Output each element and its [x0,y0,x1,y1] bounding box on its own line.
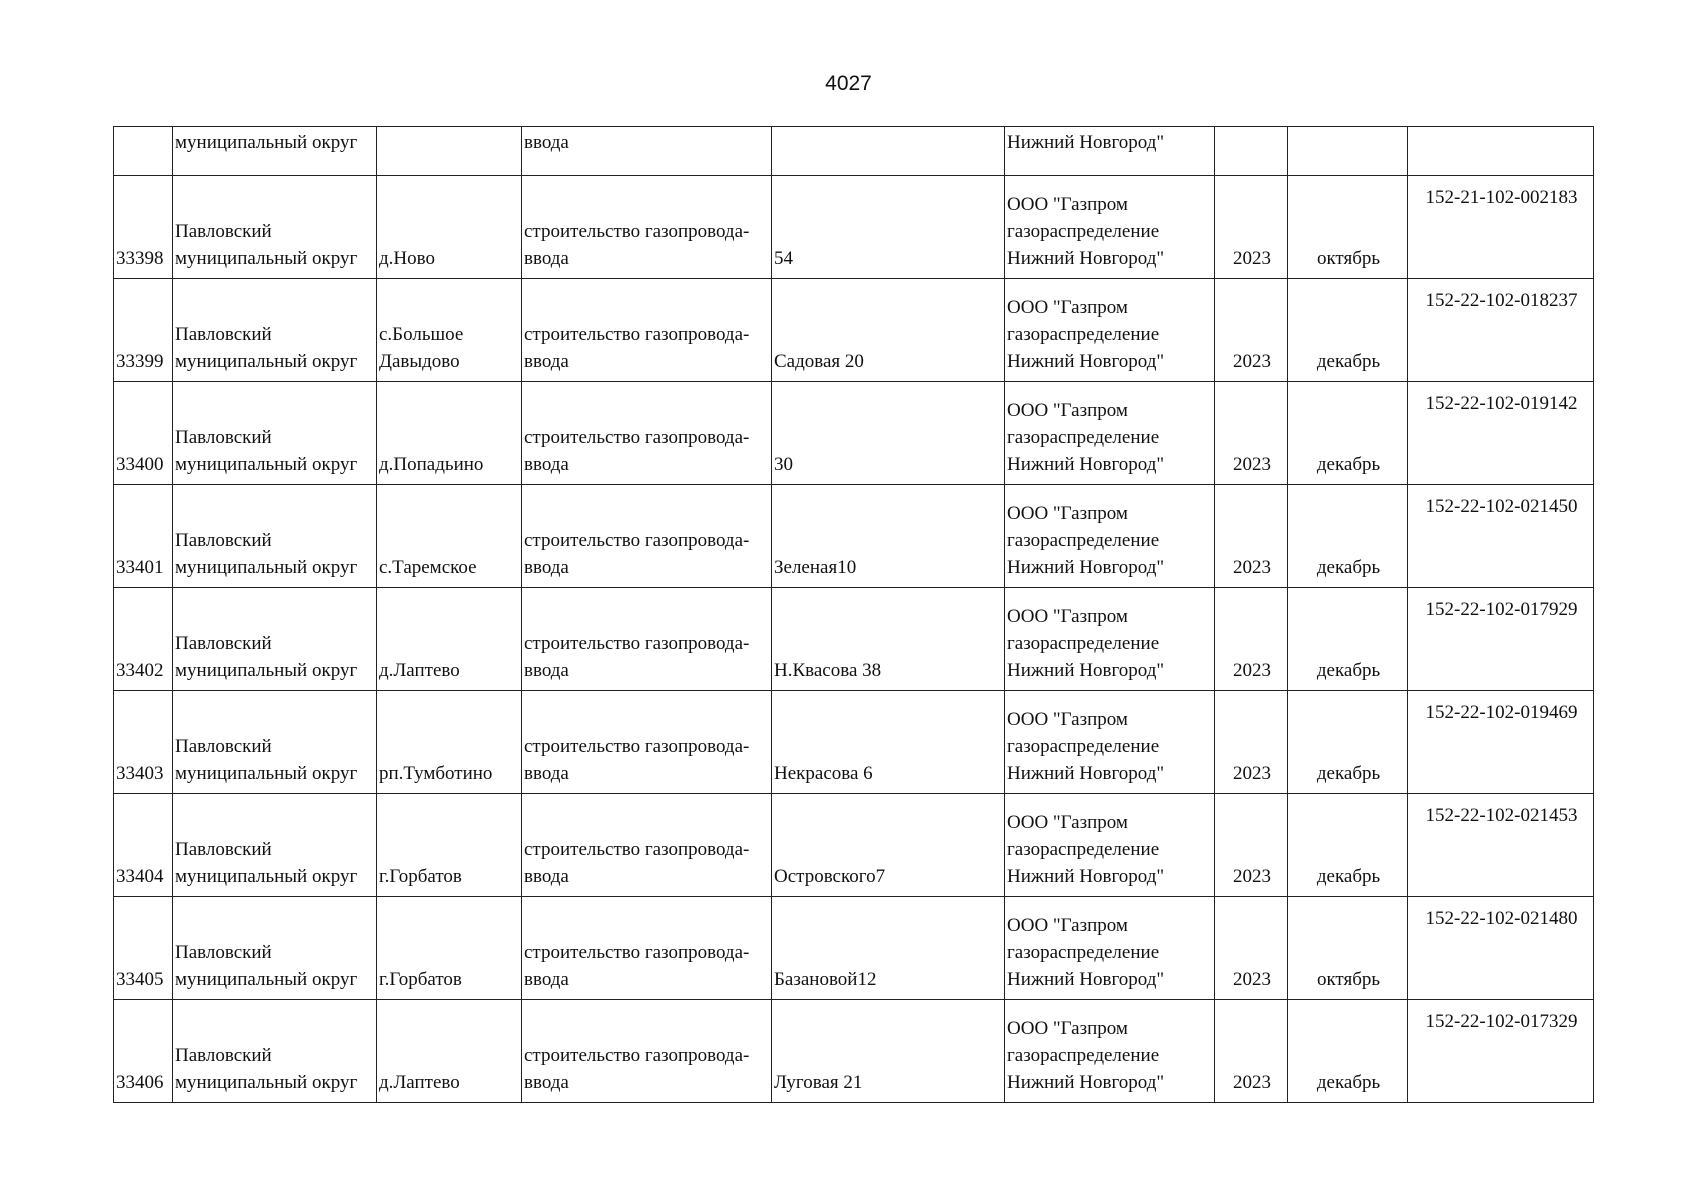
organization-cell-line: ООО "Газпром [1007,400,1128,421]
district-cell [173,1000,377,1103]
month-cell: декабрь [1288,279,1408,382]
organization-cell-line: газораспределение [1007,427,1160,448]
row-number: 33399 [114,279,173,382]
work-type-cell-line: ввода [524,351,569,372]
organization-cell-line: ООО "Газпром [1007,915,1128,936]
district-cell [173,176,377,279]
row-number: 33404 [114,794,173,897]
year-cell: 2023 [1215,1000,1288,1103]
organization-cell [1005,176,1215,279]
table-row [114,1000,1594,1103]
locality-cell [377,485,522,588]
district-cell-line: Павловский [175,221,272,242]
organization-cell [1005,382,1215,485]
district-cell [173,794,377,897]
locality-cell [377,382,522,485]
cell-year [1215,127,1288,176]
locality-cell [377,897,522,1000]
district-cell-line: муниципальный округ [175,454,358,475]
locality-cell-line: д.Лаптево [379,1072,460,1093]
cell-month [1288,127,1408,176]
continuation-row [114,127,1594,176]
organization-cell [1005,1000,1215,1103]
organization-cell-line: газораспределение [1007,736,1160,757]
district-cell [173,897,377,1000]
year-cell: 2023 [1215,279,1288,382]
month-cell: октябрь [1288,897,1408,1000]
organization-cell-line: Нижний Новгород" [1007,351,1165,372]
work-type-cell-line: ввода [524,866,569,887]
organization-cell-line: Нижний Новгород" [1007,1072,1165,1093]
row-number: 33403 [114,691,173,794]
district-cell-line: муниципальный округ [175,866,358,887]
organization-cell-line: Нижний Новгород" [1007,248,1165,269]
organization-cell-line: ООО "Газпром [1007,812,1128,833]
work-type-cell [522,1000,772,1103]
work-type-cell [522,382,772,485]
work-type-cell-line: строительство газопровода- [524,530,750,551]
register-table [113,126,1594,1103]
row-number: 33398 [114,176,173,279]
code-cell: 152-22-102-019469 [1408,691,1594,794]
locality-cell-line: г.Горбатов [379,866,462,887]
month-cell: декабрь [1288,691,1408,794]
locality-cell [377,176,522,279]
month-cell: декабрь [1288,1000,1408,1103]
organization-cell-line: ООО "Газпром [1007,503,1128,524]
cell-org: Нижний Новгород" [1005,127,1215,176]
organization-cell [1005,588,1215,691]
organization-cell-line: ООО "Газпром [1007,194,1128,215]
code-cell: 152-22-102-021480 [1408,897,1594,1000]
month-cell: декабрь [1288,588,1408,691]
district-cell-line: муниципальный округ [175,351,358,372]
organization-cell-line: газораспределение [1007,942,1160,963]
district-cell [173,691,377,794]
work-type-cell-line: ввода [524,763,569,784]
work-type-cell-line: ввода [524,557,569,578]
organization-cell-line: газораспределение [1007,221,1160,242]
work-type-cell-line: ввода [524,454,569,475]
table-row [114,897,1594,1000]
organization-cell-line: Нижний Новгород" [1007,660,1165,681]
page-number: 4027 [825,72,872,95]
organization-cell-line: ООО "Газпром [1007,709,1128,730]
row-number: 33405 [114,897,173,1000]
work-type-cell [522,279,772,382]
year-cell: 2023 [1215,485,1288,588]
work-type-cell [522,588,772,691]
work-type-cell [522,691,772,794]
cell-district: муниципальный округ [173,127,377,176]
work-type-cell-line: строительство газопровода- [524,324,750,345]
year-cell: 2023 [1215,691,1288,794]
work-type-cell-line: ввода [524,660,569,681]
row-number: 33406 [114,1000,173,1103]
district-cell-line: Павловский [175,1045,272,1066]
address-cell: Островского7 [772,794,1005,897]
row-number: 33401 [114,485,173,588]
work-type-cell [522,176,772,279]
district-cell [173,382,377,485]
work-type-cell-line: строительство газопровода- [524,1045,750,1066]
district-cell-line: Павловский [175,942,272,963]
address-cell: Зеленая10 [772,485,1005,588]
locality-cell-line: с.Большое [379,324,464,345]
code-cell: 152-22-102-021450 [1408,485,1594,588]
locality-cell [377,794,522,897]
work-type-cell-line: строительство газопровода- [524,736,750,757]
table-row [114,485,1594,588]
organization-cell [1005,897,1215,1000]
year-cell: 2023 [1215,382,1288,485]
district-cell-line: муниципальный округ [175,557,358,578]
code-cell: 152-22-102-021453 [1408,794,1594,897]
organization-cell-line: газораспределение [1007,530,1160,551]
work-type-cell-line: строительство газопровода- [524,942,750,963]
row-number: 33400 [114,382,173,485]
locality-cell-line: Давыдово [379,351,460,372]
work-type-cell-line: ввода [524,1072,569,1093]
month-cell: октябрь [1288,176,1408,279]
year-cell: 2023 [1215,794,1288,897]
cell-address [772,127,1005,176]
row-number: 33402 [114,588,173,691]
month-cell: декабрь [1288,794,1408,897]
organization-cell-line: ООО "Газпром [1007,1018,1128,1039]
district-cell [173,588,377,691]
address-cell: Некрасова 6 [772,691,1005,794]
address-cell: Садовая 20 [772,279,1005,382]
cell-locality [377,127,522,176]
locality-cell-line: с.Таремское [379,557,477,578]
address-cell: Луговая 21 [772,1000,1005,1103]
district-cell-line: Павловский [175,427,272,448]
work-type-cell-line: строительство газопровода- [524,633,750,654]
work-type-cell [522,485,772,588]
locality-cell-line: д.Попадьино [379,454,484,475]
cell-work: ввода [522,127,772,176]
locality-cell-line: д.Лаптево [379,660,460,681]
table-row [114,794,1594,897]
organization-cell-line: Нижний Новгород" [1007,557,1165,578]
district-cell-line: Павловский [175,324,272,345]
district-cell-line: муниципальный округ [175,248,358,269]
organization-cell [1005,794,1215,897]
month-cell: декабрь [1288,382,1408,485]
work-type-cell-line: строительство газопровода- [524,839,750,860]
code-cell: 152-22-102-017329 [1408,1000,1594,1103]
work-type-cell [522,794,772,897]
district-cell-line: Павловский [175,839,272,860]
table-row [114,176,1594,279]
cell-num [114,127,173,176]
organization-cell-line: Нижний Новгород" [1007,454,1165,475]
year-cell: 2023 [1215,588,1288,691]
work-type-cell-line: строительство газопровода- [524,427,750,448]
organization-cell [1005,691,1215,794]
locality-cell [377,1000,522,1103]
organization-cell-line: Нижний Новгород" [1007,763,1165,784]
work-type-cell-line: строительство газопровода- [524,221,750,242]
organization-cell [1005,279,1215,382]
year-cell: 2023 [1215,897,1288,1000]
district-cell-line: муниципальный округ [175,1072,358,1093]
district-cell [173,279,377,382]
code-cell: 152-21-102-002183 [1408,176,1594,279]
district-cell-line: Павловский [175,633,272,654]
cell-code [1408,127,1594,176]
month-cell: декабрь [1288,485,1408,588]
code-cell: 152-22-102-018237 [1408,279,1594,382]
locality-cell-line: рп.Тумботино [379,763,493,784]
organization-cell [1005,485,1215,588]
locality-cell [377,691,522,794]
address-cell: 54 [772,176,1005,279]
organization-cell-line: Нижний Новгород" [1007,969,1165,990]
work-type-cell [522,897,772,1000]
district-cell-line: Павловский [175,530,272,551]
organization-cell-line: газораспределение [1007,839,1160,860]
year-cell: 2023 [1215,176,1288,279]
district-cell-line: муниципальный округ [175,969,358,990]
organization-cell-line: Нижний Новгород" [1007,866,1165,887]
locality-cell [377,279,522,382]
organization-cell-line: ООО "Газпром [1007,297,1128,318]
table-row [114,382,1594,485]
work-type-cell-line: ввода [524,248,569,269]
organization-cell-line: газораспределение [1007,324,1160,345]
code-cell: 152-22-102-019142 [1408,382,1594,485]
address-cell: 30 [772,382,1005,485]
district-cell-line: муниципальный округ [175,763,358,784]
code-cell: 152-22-102-017929 [1408,588,1594,691]
district-cell-line: Павловский [175,736,272,757]
organization-cell-line: газораспределение [1007,1045,1160,1066]
table-row [114,588,1594,691]
table-row [114,279,1594,382]
district-cell [173,485,377,588]
organization-cell-line: газораспределение [1007,633,1160,654]
locality-cell-line: г.Горбатов [379,969,462,990]
work-type-cell-line: ввода [524,969,569,990]
locality-cell-line: д.Ново [379,248,435,269]
address-cell: Базановой12 [772,897,1005,1000]
district-cell-line: муниципальный округ [175,660,358,681]
locality-cell [377,588,522,691]
table-row [114,691,1594,794]
address-cell: Н.Квасова 38 [772,588,1005,691]
organization-cell-line: ООО "Газпром [1007,606,1128,627]
